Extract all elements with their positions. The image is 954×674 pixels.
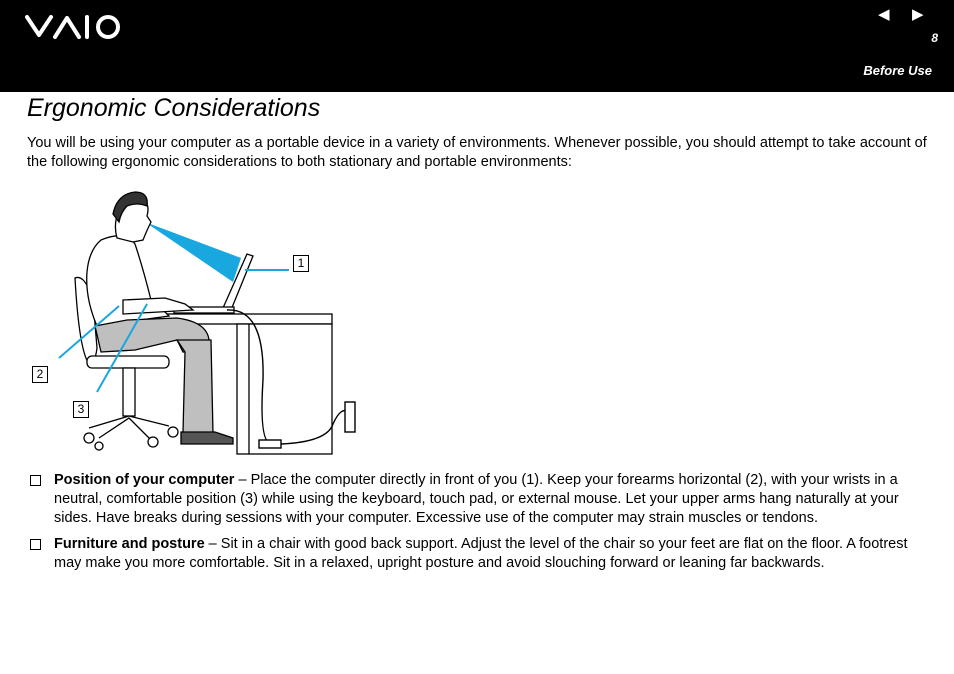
checkbox-bullet-icon [30, 475, 41, 486]
bullet-term: Position of your computer [54, 472, 235, 488]
bullet-term: Furniture and posture [54, 536, 205, 552]
intro-paragraph: You will be using your computer as a portable device in a variety of environments. Whenever possible, you should attempt to take account of the following ergonomic considerations to both stationary and portable environments: [27, 135, 927, 170]
page-header [0, 0, 954, 92]
checkbox-bullet-icon [30, 539, 41, 550]
callout-1: 1 [293, 255, 309, 272]
list-item [30, 471, 930, 528]
bullet-text: – Place the computer directly in front of you (1). Keep your forearms horizontal (2), with your wrists in a neutral, comfortable position (3) while using the keyboard, touch pad, or external mouse. Let your upper arms hang naturally at your sides. Have breaks during sessions with your computer. Excessive use of the computer may strain muscles or tendons. [54, 472, 899, 526]
triangle-right-icon[interactable]: ▶ [912, 6, 924, 23]
ergonomics-illustration [27, 180, 367, 460]
page-title: Ergonomic Considerations [27, 94, 321, 122]
callout-3: 3 [73, 401, 89, 418]
callout-2: 2 [32, 366, 48, 383]
vaio-logo [25, 13, 121, 41]
sight-line-beam [145, 222, 241, 282]
section-title: Before Use [863, 63, 932, 78]
ergonomic-tips-list [30, 471, 930, 580]
list-item [30, 535, 930, 573]
triangle-left-icon[interactable]: ◀ [878, 6, 890, 23]
page-number: 8 [931, 31, 938, 45]
bullet-text: – Sit in a chair with good back support. Adjust the level of the chair so your feet are flat on the floor. A footrest may make you more comfortable. Sit in a relaxed, upright posture and avoid slouching forward or leaning far backwards. [54, 536, 908, 571]
